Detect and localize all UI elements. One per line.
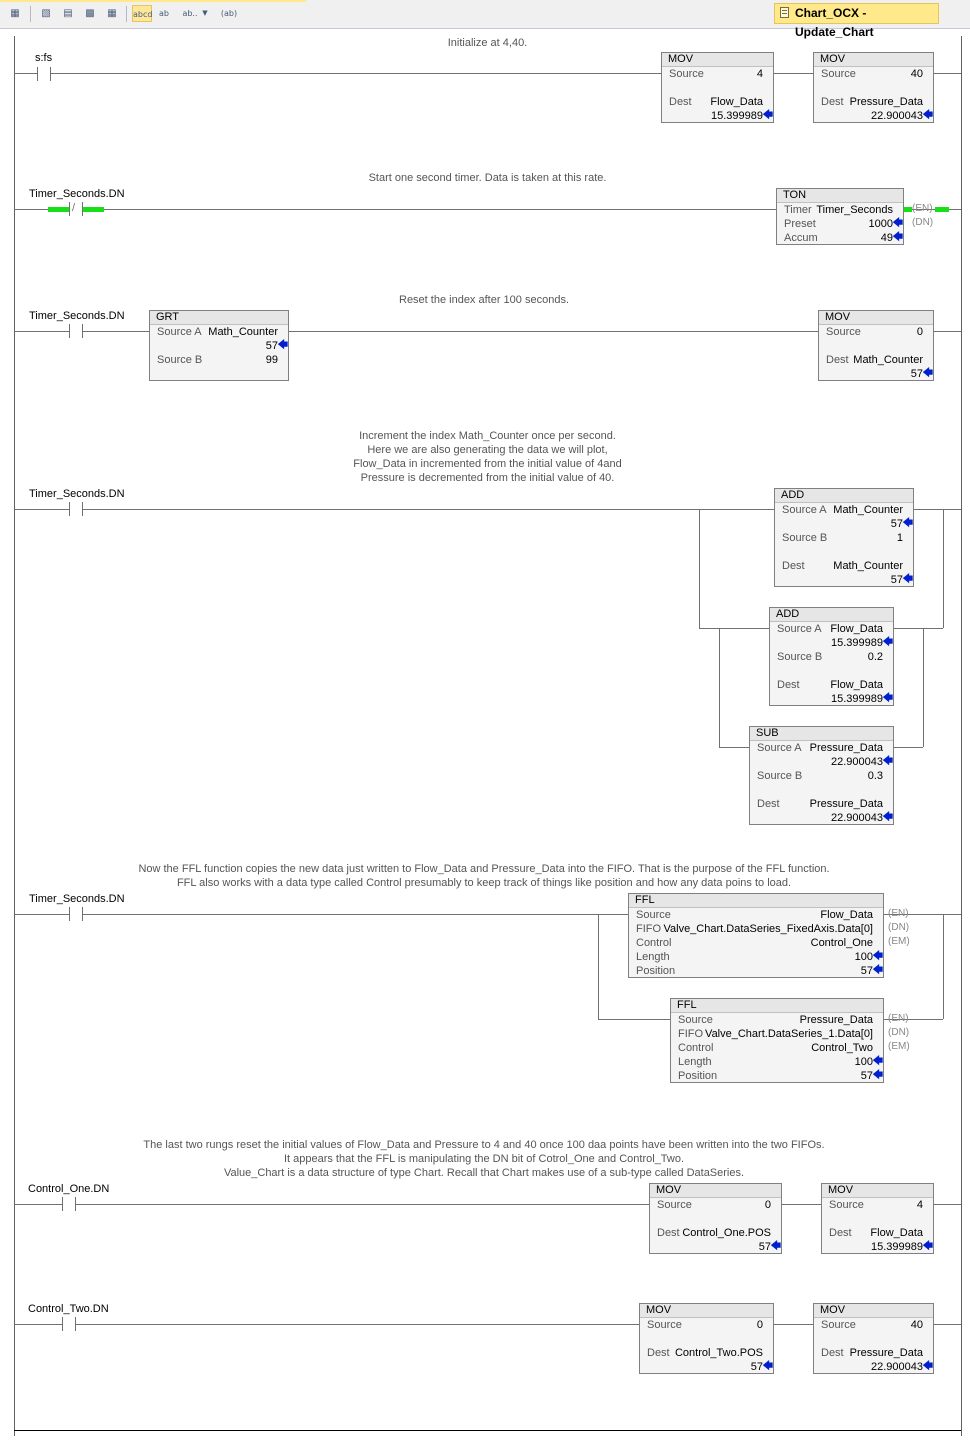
field-value[interactable]: Pressure_Data — [799, 1014, 873, 1026]
field-label: Dest — [657, 1227, 680, 1239]
field-label: Source A — [157, 326, 202, 338]
dn-output-bit: (DN) — [888, 922, 910, 933]
field-label: Dest — [647, 1347, 670, 1359]
comment-line: The last two rungs reset the initial values of Flow_Data and Pressure to 4 and 40 once 100 daa points have been written into the two FIFOs. — [143, 1139, 825, 1151]
field-value[interactable]: Pressure_Data — [809, 742, 883, 754]
xic-contact[interactable] — [67, 907, 85, 921]
branch-wire — [943, 509, 944, 628]
rung-comment: Start one second timer. Data is taken at this rate. — [368, 172, 607, 184]
rung-comment: Initialize at 4,40. — [447, 37, 528, 49]
live-value: 22.900043 — [831, 756, 883, 768]
comment-line: FFL also works with a data type called Control presumably to keep track of things like position and how any data poins to load. — [176, 877, 792, 889]
field-value[interactable]: Control_One — [810, 937, 873, 949]
grt-instruction[interactable] — [149, 310, 289, 381]
ladder-toolbar — [0, 0, 970, 39]
instruction-title: GRT — [150, 311, 288, 325]
comment-line: Here we are also generating the data we will plot, — [367, 444, 608, 456]
instruction-title: ADD — [770, 608, 893, 622]
mov-instruction[interactable] — [813, 52, 934, 123]
live-value: 15.399989 — [831, 637, 883, 649]
instruction-title: MOV — [662, 53, 773, 67]
comment-line: Flow_Data in incremented from the initial value of 4and — [353, 458, 622, 470]
xic-contact[interactable] — [60, 1197, 78, 1211]
xio-contact[interactable] — [67, 202, 85, 216]
field-value[interactable]: 99 — [265, 354, 278, 366]
rung-comment — [14, 429, 961, 485]
field-label: Source — [647, 1319, 682, 1331]
field-value[interactable]: 0 — [916, 326, 923, 338]
instruction-title: MOV — [822, 1184, 933, 1198]
field-label: Source A — [782, 504, 827, 516]
field-value[interactable]: Valve_Chart.DataSeries_FixedAxis.Data[0] — [663, 923, 873, 935]
xic-contact[interactable] — [67, 324, 85, 338]
em-output-bit: (EM) — [888, 936, 910, 947]
field-label: Length — [678, 1056, 712, 1068]
dropdown-arrow-icon[interactable]: ▼ — [202, 9, 208, 17]
show-tag-names-button[interactable]: ab — [159, 9, 169, 18]
field-value[interactable]: 49 — [880, 232, 893, 244]
instruction-title: MOV — [814, 53, 933, 67]
live-value: 57 — [265, 340, 278, 352]
mov-instruction[interactable] — [821, 1183, 934, 1254]
field-value[interactable]: Flow_Data — [710, 96, 763, 108]
field-label: Control — [678, 1042, 714, 1054]
contact-tag: Timer_Seconds.DN — [29, 893, 125, 905]
branch-wire — [719, 628, 720, 747]
field-value[interactable]: Control_Two — [811, 1042, 873, 1054]
branch-icon[interactable]: ▧ — [41, 8, 51, 19]
field-value[interactable]: Valve_Chart.DataSeries_1.Data[0] — [705, 1028, 873, 1040]
field-value[interactable]: Flow_Data — [870, 1227, 923, 1239]
field-label: Timer — [784, 204, 812, 216]
branch-wire — [943, 914, 944, 1019]
contact-tag: Control_Two.DN — [28, 1303, 109, 1315]
field-label: Dest — [777, 679, 800, 691]
sub-instruction[interactable] — [749, 726, 894, 825]
contact-tag: Control_One.DN — [28, 1183, 110, 1195]
em-output-bit: (EM) — [888, 1041, 910, 1052]
contact-tag: Timer_Seconds.DN — [29, 188, 125, 200]
field-value[interactable]: 0.2 — [867, 651, 883, 663]
contact-tag: Timer_Seconds.DN — [29, 310, 125, 322]
field-value[interactable]: 100 — [854, 1056, 873, 1068]
field-value[interactable]: Math_Counter — [208, 326, 278, 338]
field-label: Source B — [782, 532, 828, 544]
branch-wire — [894, 747, 923, 748]
live-value: 57 — [758, 1241, 771, 1253]
toolbar-separator — [126, 6, 127, 22]
value-arrow-icon: 🡄 — [762, 110, 773, 121]
xio-slash: / — [72, 202, 76, 214]
field-value[interactable]: 40 — [910, 68, 923, 80]
field-label: Source — [821, 1319, 856, 1331]
right-power-rail — [961, 36, 962, 1436]
field-value[interactable]: 4 — [916, 1199, 923, 1211]
branch-wire — [699, 628, 769, 629]
field-label: Dest — [826, 354, 849, 366]
value-arrow-icon: 🡄 — [892, 218, 903, 229]
field-value[interactable]: 57 — [860, 1070, 873, 1082]
rung-comment — [14, 1138, 954, 1180]
comment-line: Now the FFL function copies the new data just written to Flow_Data and Pressure_Data into the FIFO. That is the purpose of the FFL function. — [138, 863, 830, 875]
value-arrow-icon: 🡄 — [922, 368, 933, 379]
mov-instruction[interactable] — [639, 1303, 774, 1374]
live-value: 57 — [750, 1361, 763, 1373]
field-value[interactable]: Pressure_Data — [849, 96, 923, 108]
energized-indicator — [904, 207, 912, 212]
live-value: 22.900043 — [831, 812, 883, 824]
value-arrow-icon: 🡄 — [872, 1070, 883, 1081]
field-value[interactable]: Flow_Data — [820, 909, 873, 921]
instruction-title: MOV — [814, 1304, 933, 1318]
contact-tag: Timer_Seconds.DN — [29, 488, 125, 500]
instruction-title: MOV — [650, 1184, 781, 1198]
field-label: Length — [636, 951, 670, 963]
rung-comment — [14, 862, 954, 890]
field-label: FIFO — [636, 923, 662, 935]
comment-line: Pressure is decremented from the initial value of 40. — [360, 472, 615, 484]
field-label: Source B — [777, 651, 823, 663]
field-value[interactable]: 57 — [860, 965, 873, 977]
en-output-bit: (EN) — [912, 203, 933, 214]
live-value: 15.399989 — [831, 693, 883, 705]
branch-wire — [923, 628, 924, 747]
show-values-button[interactable]: ab.. — [182, 9, 198, 18]
field-value[interactable]: Control_One.POS — [682, 1227, 771, 1239]
value-arrow-icon: 🡄 — [922, 110, 933, 121]
mov-instruction[interactable] — [661, 52, 774, 123]
rung-icon[interactable]: ▦ — [10, 8, 20, 19]
field-label: Source — [821, 68, 856, 80]
field-label: Source B — [757, 770, 803, 782]
en-output-bit: (EN) — [888, 908, 909, 919]
comment-line: It appears that the FFL is manipulating the DN bit of Cotrol_One and Control_Two. — [283, 1153, 685, 1165]
add-instruction[interactable] — [774, 488, 914, 587]
ffl-instruction[interactable] — [670, 998, 884, 1083]
ffl-instruction[interactable] — [628, 893, 884, 978]
field-value[interactable]: Flow_Data — [830, 623, 883, 635]
field-label: Dest — [821, 1347, 844, 1359]
show-descriptions-button[interactable]: abcd — [132, 5, 152, 22]
field-label: Source — [829, 1199, 864, 1211]
value-arrow-icon: 🡄 — [277, 340, 288, 351]
instruction-title: MOV — [640, 1304, 773, 1318]
live-value: 57 — [890, 574, 903, 586]
ton-instruction[interactable] — [776, 188, 904, 245]
value-arrow-icon: 🡄 — [882, 693, 893, 704]
toolbar-separator — [30, 6, 31, 22]
value-arrow-icon: 🡄 — [872, 965, 883, 976]
field-value[interactable]: Timer_Seconds — [816, 204, 893, 216]
value-arrow-icon: 🡄 — [902, 518, 913, 529]
field-value[interactable]: 1 — [896, 532, 903, 544]
rung-comment: Reset the index after 100 seconds. — [399, 294, 569, 306]
coil-icon[interactable]: ▦ — [107, 8, 117, 19]
xic-contact[interactable] — [60, 1317, 78, 1331]
instruction-title: MOV — [819, 311, 933, 325]
field-label: Source B — [157, 354, 203, 366]
field-label: Source A — [757, 742, 802, 754]
field-label: Position — [678, 1070, 718, 1082]
live-value: 57 — [910, 368, 923, 380]
live-value: 15.399989 — [711, 110, 763, 122]
field-value[interactable]: 1000 — [868, 218, 893, 230]
branch-wire — [598, 914, 599, 1019]
mov-instruction[interactable] — [649, 1183, 782, 1254]
field-label: Dest — [829, 1227, 852, 1239]
value-arrow-icon: 🡄 — [882, 812, 893, 823]
field-label: Dest — [782, 560, 805, 572]
branch-wire — [894, 628, 943, 629]
comment-line: Value_Chart is a data structure of type Chart. Recall that Chart makes use of a sub-type called DataSeries. — [223, 1167, 745, 1179]
value-arrow-icon: 🡄 — [872, 951, 883, 962]
add-instruction[interactable] — [769, 607, 894, 706]
value-arrow-icon: 🡄 — [892, 232, 903, 243]
field-value[interactable]: Flow_Data — [830, 679, 883, 691]
value-arrow-icon: 🡄 — [922, 1361, 933, 1372]
field-label: Preset — [784, 218, 816, 230]
field-value[interactable]: Control_Two.POS — [674, 1347, 763, 1359]
field-label: Dest — [757, 798, 780, 810]
instruction-title: FFL — [629, 894, 883, 908]
field-value[interactable]: 0 — [756, 1319, 763, 1331]
field-value[interactable]: 100 — [854, 951, 873, 963]
rung-wire — [14, 1204, 961, 1205]
branch-level-icon[interactable]: ▤ — [63, 8, 73, 19]
field-value[interactable]: 0 — [764, 1199, 771, 1211]
field-label: FIFO — [678, 1028, 704, 1040]
value-arrow-icon: 🡄 — [902, 574, 913, 585]
live-value: 22.900043 — [871, 110, 923, 122]
branch-wire — [598, 1019, 670, 1020]
field-label: Source — [636, 909, 671, 921]
mov-instruction[interactable] — [818, 310, 934, 381]
routine-tab[interactable] — [774, 3, 939, 39]
instruction-title: ADD — [775, 489, 913, 503]
value-arrow-icon: 🡄 — [872, 1056, 883, 1067]
field-label: Source — [669, 68, 704, 80]
instruction-title: SUB — [750, 727, 893, 741]
field-label: Control — [636, 937, 672, 949]
field-value[interactable]: Pressure_Data — [849, 1347, 923, 1359]
instruction-title: FFL — [671, 999, 883, 1013]
field-value[interactable]: 4 — [756, 68, 763, 80]
field-value[interactable]: 40 — [910, 1319, 923, 1331]
field-label: Source — [826, 326, 861, 338]
field-label: Accum — [784, 232, 818, 244]
live-value: 22.900043 — [871, 1361, 923, 1373]
field-value[interactable]: Math_Counter — [833, 560, 903, 572]
contact-icon[interactable]: ▩ — [85, 8, 95, 19]
branch-wire — [719, 747, 749, 748]
value-arrow-icon: 🡄 — [882, 756, 893, 767]
value-arrow-icon: 🡄 — [770, 1241, 781, 1252]
field-label: Dest — [669, 96, 692, 108]
field-value[interactable]: Math_Counter — [853, 354, 923, 366]
xic-contact[interactable] — [67, 502, 85, 516]
left-power-rail — [14, 36, 15, 1436]
energized-indicator — [935, 207, 949, 212]
field-label: Source A — [777, 623, 822, 635]
routine-icon — [780, 7, 789, 18]
field-label: Dest — [821, 96, 844, 108]
field-label: Source — [657, 1199, 692, 1211]
value-arrow-icon: 🡄 — [922, 1241, 933, 1252]
field-value[interactable]: 0.3 — [867, 770, 883, 782]
end-of-routine-line — [14, 1430, 961, 1431]
en-output-bit: (EN) — [888, 1013, 909, 1024]
dn-output-bit: (DN) — [888, 1027, 910, 1038]
dn-output-bit: (DN) — [912, 217, 934, 228]
field-label: Source — [678, 1014, 713, 1026]
routine-tab-label: Chart_OCX - Update_Chart — [795, 6, 874, 39]
comment-line: Increment the index Math_Counter once per second. — [359, 430, 616, 442]
show-operands-button[interactable]: (ab) — [220, 9, 238, 18]
live-value: 15.399989 — [871, 1241, 923, 1253]
toolbar-accent-strip — [0, 0, 306, 2]
instruction-title: TON — [777, 189, 903, 203]
contact-tag: s:fs — [35, 52, 53, 64]
field-label: Position — [636, 965, 676, 977]
xic-contact[interactable] — [35, 67, 53, 81]
live-value: 57 — [890, 518, 903, 530]
field-value[interactable]: Math_Counter — [833, 504, 903, 516]
value-arrow-icon: 🡄 — [762, 1361, 773, 1372]
value-arrow-icon: 🡄 — [882, 637, 893, 648]
branch-wire — [699, 509, 700, 628]
field-value[interactable]: Pressure_Data — [809, 798, 883, 810]
energized-indicator — [82, 207, 104, 212]
mov-instruction[interactable] — [813, 1303, 934, 1374]
